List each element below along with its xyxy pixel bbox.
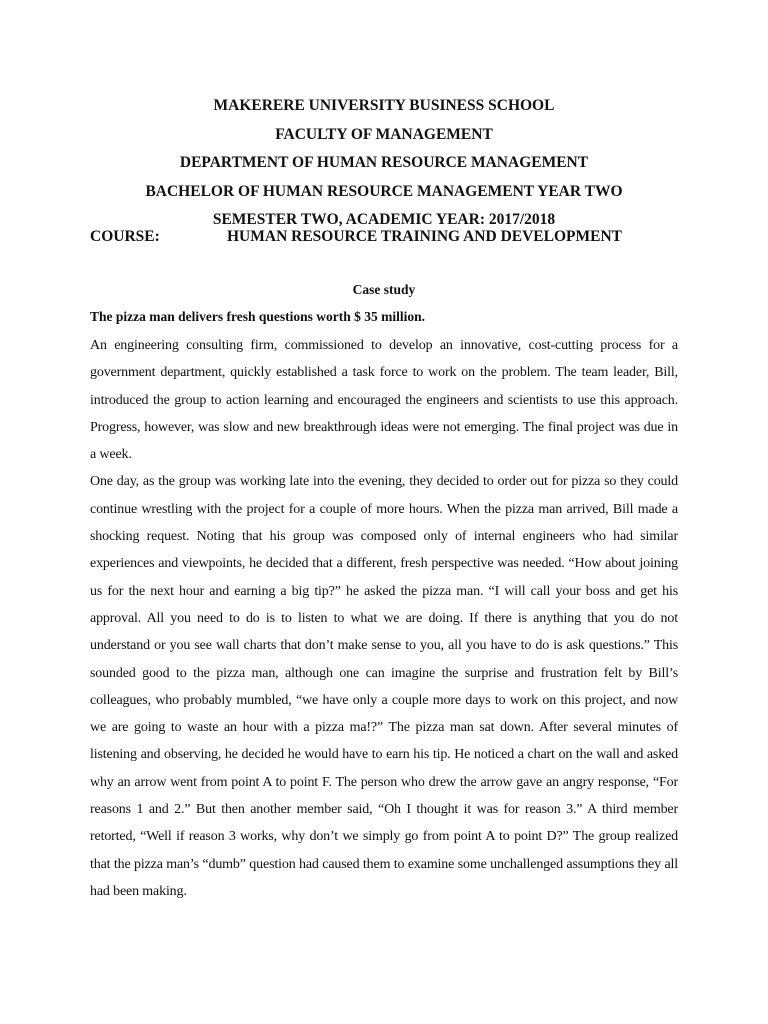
- semester-line: SEMESTER TWO, ACADEMIC YEAR: 2017/2018: [212, 211, 556, 228]
- paragraph: An engineering consulting firm, commissioned to develop an innovative, cost-cutting process for a government department, quickly established a task force to work on the problem. The team leader, Bill, introduced the group to action learning and encouraged the engineers and scientists to use this approach. Progress, however, was slow and new breakthrough ideas were not emerging. The final project was due in a week.: [90, 338, 678, 463]
- faculty-name: FACULTY OF MANAGEMENT: [275, 125, 493, 143]
- university-name: MAKERERE UNIVERSITY BUSINESS SCHOOL: [213, 97, 555, 114]
- course-row: [90, 225, 678, 249]
- department-name: DEPARTMENT OF HUMAN RESOURCE MANAGEMENT: [179, 154, 589, 171]
- paragraph: One day, as the group was working late into the evening, they decided to order out for pizza so they could continue wrestling with the project for a couple of more hours. When the pizza man arrived, Bill made a shocking request. Noting that his group was composed only of internal engineers who had similar experiences and viewpoints, he decided that a different, fresh perspective was needed. “How about joining us for the next hour and earning a big tip?” he asked the pizza man. “I will call your boss and get his approval. All you need to do is to listen to what we are doing. If there is anything that you do not understand or you see wall charts that don’t make sense to you, all you have to do is ask questions.” This sounded good to the pizza man, although one can imagine the surprise and frustration felt by Bill’s colleagues, who probably mumbled, “we have only a couple more days to work on this project, and now we are going to waste an hour with a pizza ma!?” The pizza man sat down. After several minutes of listening and observing, he decided he would have to earn his tip. He noticed a chart on the wall and asked why an arrow went from point A to point F. The person who drew the arrow gave an angry response, “For reasons 1 and 2.” But then another member said, “Oh I thought it was for reason 3.” A third member retorted, “Well if reason 3 works, why don’t we simply go from point A to point D?” The group realized that the pizza man’s “dumb” question had caused them to examine some unchallenged assumptions they all had been making.: [90, 474, 678, 899]
- course-label: COURSE:: [90, 228, 160, 245]
- document-header: [90, 92, 678, 235]
- course-title: HUMAN RESOURCE TRAINING AND DEVELOPMENT: [227, 228, 623, 245]
- program-name: BACHELOR OF HUMAN RESOURCE MANAGEMENT YEAR TWO: [145, 182, 623, 200]
- case-study-heading: Case study: [352, 282, 416, 297]
- case-study-body: [90, 332, 678, 905]
- case-study-title: The pizza man delivers fresh questions worth $ 35 million.: [90, 309, 426, 324]
